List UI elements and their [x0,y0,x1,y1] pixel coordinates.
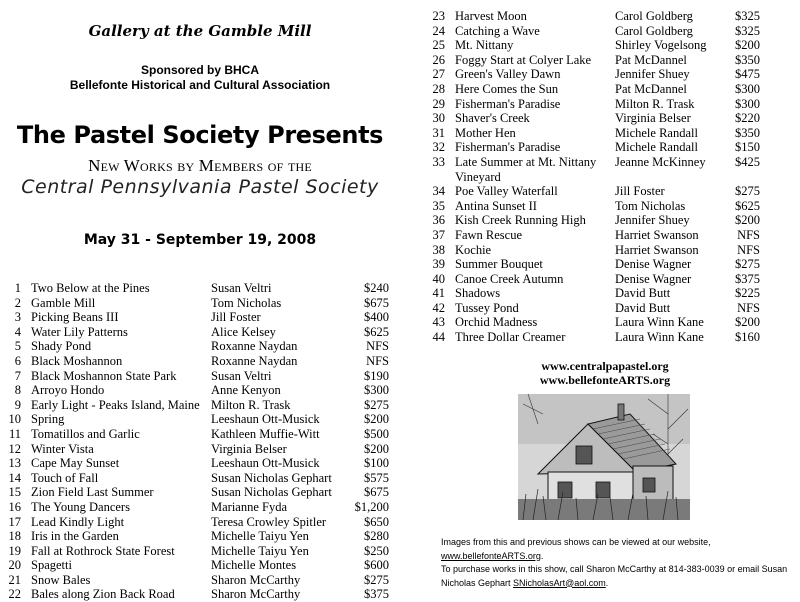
work-title: Tomatillos and Garlic [31,426,140,441]
work-title: Lead Kindly Light [31,514,125,529]
work-row [0,427,389,442]
work-number: 36 [432,213,445,228]
work-price: NFS [737,242,760,257]
work-title: Spagetti [31,558,72,573]
work-title: Spring [31,412,65,427]
work-row [0,485,389,500]
work-number: 5 [14,339,21,354]
work-artist: Leeshaun Ott-Musick [211,412,320,427]
work-price: $275 [364,572,389,587]
work-title: Catching a Wave [455,23,540,38]
work-title: Orchid Madness [455,315,538,330]
work-artist: Laura Winn Kane [615,315,704,330]
work-price: NFS [366,339,389,354]
work-price: $250 [364,543,389,558]
work-row [0,296,389,311]
work-price: $220 [735,111,760,126]
work-row [0,398,389,413]
work-number: 41 [432,286,445,301]
work-price: $325 [735,9,760,23]
work-artist: Virginia Belser [615,111,691,126]
work-title: Fawn Rescue [455,227,522,242]
work-artist: David Butt [615,300,671,315]
work-price: $150 [735,140,760,155]
work-row [0,500,389,515]
sponsor-full-name: Bellefonte Historical and Cultural Association [69,78,331,92]
work-number: 32 [432,140,445,155]
work-artist: Michelle Taiyu Yen [211,529,309,544]
work-number: 37 [432,227,445,242]
work-price: $375 [735,271,760,286]
work-number: 16 [8,499,21,514]
work-artist: Michele Randall [615,125,698,140]
work-artist: Teresa Crowley Spitler [211,514,327,529]
work-artist: Carol Goldberg [615,23,693,38]
work-row [0,544,389,559]
work-artist: Roxanne Naydan [211,339,298,354]
work-artist: Michele Randall [615,140,698,155]
work-row [421,67,760,82]
work-title: Water Lily Patterns [31,324,128,339]
work-number: 22 [8,587,21,602]
work-row [0,515,389,530]
work-title: Winter Vista [31,441,94,456]
works-list-left [0,281,389,602]
work-row [421,243,760,258]
work-row [421,155,760,184]
work-row [421,38,760,53]
work-price: $200 [735,38,760,53]
work-row [0,442,389,457]
work-number: 23 [432,9,445,23]
work-price: NFS [737,227,760,242]
work-price: $650 [364,514,389,529]
work-row [421,97,760,112]
work-title: Foggy Start at Colyer Lake [455,52,592,67]
work-title: Kochie [455,242,492,257]
work-price: $200 [735,315,760,330]
work-artist: Harriet Swanson [615,227,699,242]
work-number: 30 [432,111,445,126]
work-number: 24 [432,23,445,38]
work-number: 9 [14,397,21,412]
footer-punct: . [540,550,544,561]
work-number: 35 [432,198,445,213]
work-artist: Denise Wagner [615,257,692,272]
work-number: 12 [8,441,21,456]
page-title: The Pastel Society Presents [16,121,384,149]
work-number: 14 [8,470,21,485]
work-number: 43 [432,315,445,330]
work-title: Green's Valley Dawn [455,67,561,82]
work-number: 2 [14,295,21,310]
work-number: 25 [432,38,445,53]
work-number: 4 [14,324,21,339]
work-row [0,325,389,340]
work-price: $100 [364,456,389,471]
work-row [421,257,760,272]
work-row [421,286,760,301]
work-artist: Pat McDannel [615,81,687,96]
work-title: Snow Bales [31,572,91,587]
work-number: 18 [8,529,21,544]
work-price: NFS [366,353,389,368]
work-price: $475 [735,67,760,82]
work-number: 8 [14,383,21,398]
work-price: $625 [735,198,760,213]
work-artist: Jennifer Shuey [615,213,690,228]
website-link[interactable]: www.bellefonteARTS.org [539,373,671,387]
work-title: Harvest Moon [455,9,527,23]
work-artist: Leeshaun Ott-Musick [211,456,320,471]
work-artist: Jennifer Shuey [615,67,690,82]
work-number: 19 [8,543,21,558]
footer-line-images [441,536,796,563]
work-title: Mt. Nittany [455,38,514,53]
work-row [0,354,389,369]
work-title: Three Dollar Creamer [455,330,566,345]
work-artist: Michelle Montes [211,558,297,573]
work-title: Antina Sunset II [455,198,537,213]
work-price: $190 [364,368,389,383]
work-artist: Susan Nicholas Gephart [211,470,332,485]
work-row [421,272,760,287]
work-row [421,82,760,97]
work-artist: Virginia Belser [211,441,287,456]
work-artist: Jill Foster [211,310,261,325]
work-number: 33 [432,154,445,169]
work-row [421,228,760,243]
work-row [0,412,389,427]
work-artist: Sharon McCarthy [211,572,301,587]
show-dates: May 31 - September 19, 2008 [83,232,317,248]
work-number: 39 [432,257,445,272]
society-name: Central Pennsylvania Pastel Society [21,176,379,198]
work-price: $675 [364,295,389,310]
work-number: 3 [14,310,21,325]
work-artist: Pat McDannel [615,52,687,67]
subtitle: New Works by Members of the [88,156,312,175]
work-title: Summer Bouquet [455,257,543,272]
work-price: $325 [735,23,760,38]
work-price: $300 [364,383,389,398]
websites [420,359,790,387]
work-artist: Roxanne Naydan [211,353,298,368]
footer-punct: . [605,577,609,588]
work-row [421,9,760,24]
work-number: 29 [432,96,445,111]
work-row [421,184,760,199]
venue-title: Gallery at the Gamble Mill [88,22,312,40]
work-title: Canoe Creek Autumn [455,271,564,286]
work-number: 26 [432,52,445,67]
work-price: $600 [364,558,389,573]
work-row [0,558,389,573]
work-price: $1,200 [354,499,389,514]
work-price: $300 [735,81,760,96]
work-title: Shaver's Creek [455,111,530,126]
work-price: $350 [735,125,760,140]
work-artist: Sharon McCarthy [211,587,301,602]
website-link[interactable]: www.centralpapastel.org [541,359,669,373]
work-price: $200 [364,441,389,456]
work-number: 21 [8,572,21,587]
work-artist: Tom Nicholas [615,198,686,213]
footer-text: Images from this and previous shows can be viewed at our website, [441,537,711,547]
footer-email-link[interactable]: SNicholasArt@aol.com [513,577,606,588]
work-artist: Anne Kenyon [211,383,281,398]
work-row [421,330,760,345]
work-title: Poe Valley Waterfall [455,184,558,199]
work-price: $200 [364,412,389,427]
work-price: $425 [735,154,760,169]
work-artist: Shirley Vogelsong [615,38,707,53]
work-row [0,471,389,486]
work-price: $375 [364,587,389,602]
footer-note [441,536,796,590]
work-row [421,140,760,155]
work-title: Cape May Sunset [31,456,120,471]
work-row [0,573,389,588]
work-price: $400 [364,310,389,325]
work-artist: Harriet Swanson [615,242,699,257]
work-artist: Jill Foster [615,184,665,199]
work-number: 38 [432,242,445,257]
work-title: Fall at Rothrock State Forest [31,543,175,558]
work-price: $625 [364,324,389,339]
work-artist: Tom Nicholas [211,295,282,310]
work-number: 27 [432,67,445,82]
work-artist: Laura Winn Kane [615,330,704,345]
work-title: Gamble Mill [31,295,96,310]
work-title: Early Light - Peaks Island, Maine [31,397,200,412]
work-row [0,369,389,384]
work-title: Tussey Pond [455,300,519,315]
work-number: 28 [432,81,445,96]
sponsor-block [0,63,400,93]
work-title: Touch of Fall [31,470,99,485]
footer-line-purchase [441,563,796,590]
footer-text: To purchase works in this show, call Sharon McCarthy at 814-383-0039 or email Susan Nicholas Gephart [441,564,788,588]
work-number: 11 [8,426,21,441]
work-artist: Susan Veltri [211,281,272,295]
work-price: $240 [364,281,389,295]
work-title: Fisherman's Paradise [455,96,561,111]
work-title: Black Moshannon State Park [31,368,177,383]
work-title: Kish Creek Running High [455,213,586,228]
work-title: Late Summer at Mt. Nittany Vineyard [455,154,597,184]
work-price: $575 [364,470,389,485]
work-title: Iris in the Garden [31,529,119,544]
work-title: Shadows [455,286,501,301]
work-price: $350 [735,52,760,67]
house-sketch-image [518,394,690,520]
work-row [0,456,389,471]
work-row [421,126,760,141]
work-title: Fisherman's Paradise [455,140,561,155]
work-number: 40 [432,271,445,286]
work-title: Mother Hen [455,125,516,140]
work-artist: Susan Nicholas Gephart [211,485,332,500]
work-price: $225 [735,286,760,301]
work-price: $300 [735,96,760,111]
work-row [421,213,760,228]
work-artist: Denise Wagner [615,271,692,286]
work-price: $160 [735,330,760,345]
work-number: 31 [432,125,445,140]
work-number: 7 [14,368,21,383]
work-row [0,587,389,602]
work-number: 17 [8,514,21,529]
work-title: Black Moshannon [31,353,123,368]
work-artist: Susan Veltri [211,368,272,383]
work-artist: Carol Goldberg [615,9,693,23]
work-number: 20 [8,558,21,573]
work-number: 15 [8,485,21,500]
work-number: 6 [14,353,21,368]
work-price: $675 [364,485,389,500]
work-title: Two Below at the Pines [31,281,150,295]
work-price: $280 [364,529,389,544]
work-row [421,315,760,330]
work-artist: Marianne Fyda [211,499,288,514]
work-number: 10 [8,412,21,427]
work-row [0,383,389,398]
work-row [0,339,389,354]
work-row [421,301,760,316]
work-title: Picking Beans III [31,310,119,325]
sponsor-line: Sponsored by BHCA [140,63,259,77]
work-row [0,310,389,325]
work-title: Shady Pond [31,339,92,354]
work-title: Arroyo Hondo [31,383,105,398]
work-artist: Milton R. Trask [615,96,695,111]
work-artist: Jeanne McKinney [615,154,706,169]
work-title: Here Comes the Sun [455,81,559,96]
work-row [0,529,389,544]
work-artist: Milton R. Trask [211,397,291,412]
work-price: $275 [364,397,389,412]
work-artist: Kathleen Muffie-Witt [211,426,320,441]
work-number: 42 [432,300,445,315]
work-row [421,199,760,214]
work-row [0,281,389,296]
works-list-right [421,9,760,345]
work-number: 34 [432,184,445,199]
work-price: NFS [737,300,760,315]
work-artist: Alice Kelsey [211,324,276,339]
work-price: $200 [735,213,760,228]
work-title: Bales along Zion Back Road [31,587,175,602]
work-number: 1 [14,281,21,295]
work-row [421,53,760,68]
work-artist: Michelle Taiyu Yen [211,543,309,558]
work-number: 13 [8,456,21,471]
work-number: 44 [432,330,445,345]
work-title: Zion Field Last Summer [31,485,154,500]
work-price: $500 [364,426,389,441]
work-title: The Young Dancers [31,499,130,514]
footer-website-link[interactable]: www.bellefonteARTS.org [441,550,541,561]
work-row [421,24,760,39]
work-artist: David Butt [615,286,671,301]
work-row [421,111,760,126]
work-price: $275 [735,257,760,272]
work-price: $275 [735,184,760,199]
